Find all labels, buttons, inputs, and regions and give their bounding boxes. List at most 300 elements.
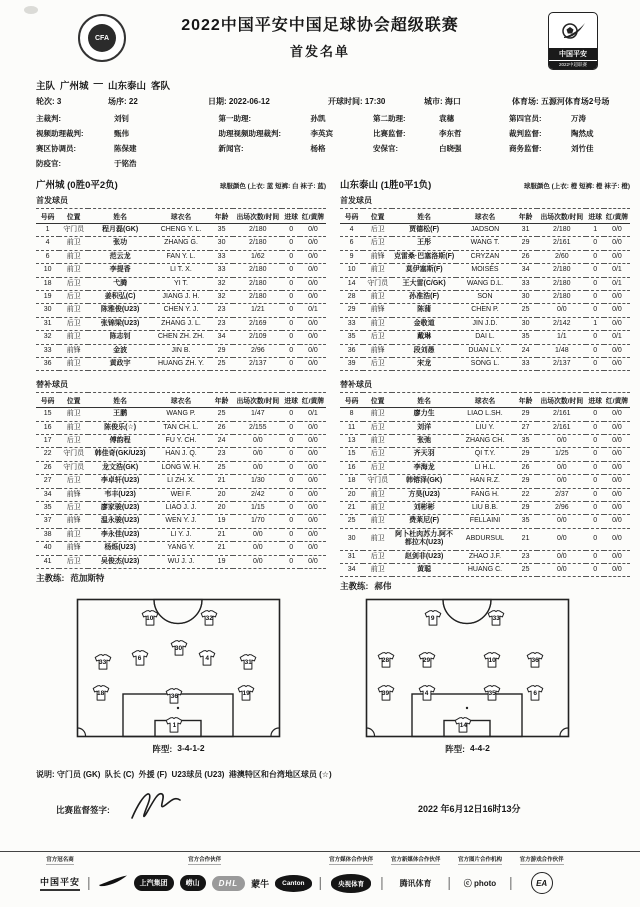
player-cell: 0 [586, 550, 603, 563]
player-cell: 王鹏 [88, 408, 152, 421]
coach-line-home [36, 572, 326, 584]
player-cell: 23 [210, 317, 233, 330]
sponsor-group [520, 855, 564, 901]
coach-name: 郝伟 [374, 581, 392, 592]
player-cell: 14 [340, 277, 363, 290]
player-cell: 30 [514, 317, 537, 330]
player-cell: 0 [586, 563, 603, 576]
player-cell: 0 [586, 502, 603, 515]
player-cell: HAN J. Q. [152, 448, 210, 461]
player-cell: ZHANG G. [152, 237, 210, 250]
player-cell: 李海龙 [392, 461, 456, 474]
player-cell: 0/0 [300, 344, 326, 357]
player-cell: QI T.Y. [456, 448, 514, 461]
sponsor-divider: | [318, 874, 323, 890]
official-role-label: 主裁判: [36, 114, 61, 123]
player-jersey [527, 685, 544, 701]
starters-label: 首发球员 [340, 196, 372, 205]
team-name-record: 山东泰山 (1胜0平1负) [340, 180, 432, 191]
team-section-away [340, 177, 630, 592]
official-entry [373, 143, 509, 154]
player-cell: 0 [282, 237, 299, 250]
player-cell: 34 [514, 264, 537, 277]
player-row [340, 421, 630, 434]
player-cell: 刘彬彬 [392, 502, 456, 515]
player-cell: 阿卜杜肉苏力.阿不都拉木(U23) [392, 528, 456, 550]
official-name: 于铭浩 [114, 159, 137, 168]
player-cell: 0 [586, 461, 603, 474]
player-cell: 19 [210, 555, 233, 568]
player-cell: 2/180 [233, 290, 282, 303]
player-cell: 19 [210, 515, 233, 528]
player-cell: 20 [340, 488, 363, 501]
player-cell: 莫伊塞斯(F) [392, 264, 456, 277]
formation-caption-home [152, 743, 204, 755]
player-cell: 0/0 [300, 421, 326, 434]
player-jersey [131, 650, 148, 666]
player-cell: 2/37 [537, 488, 586, 501]
official-entry [36, 128, 218, 139]
player-row [340, 317, 630, 330]
player-cell: WANG P. [152, 408, 210, 421]
col-header: 位置 [363, 209, 392, 224]
player-cell: 0 [282, 421, 299, 434]
player-cell: TAN CH. L. [152, 421, 210, 434]
jersey-number: 10 [146, 614, 154, 622]
player-cell: 0/0 [537, 563, 586, 576]
player-cell: 后卫 [59, 290, 88, 303]
player-cell: 2/180 [537, 224, 586, 237]
player-cell: 前锋 [59, 515, 88, 528]
player-row [340, 250, 630, 263]
jersey-number: 28 [381, 656, 390, 664]
player-cell: 23 [514, 550, 537, 563]
player-row [340, 448, 630, 461]
player-cell: 2/161 [537, 237, 586, 250]
player-cell: 后卫 [363, 331, 392, 344]
player-cell: CHEN ZH. ZH. [152, 331, 210, 344]
player-cell: 后卫 [363, 421, 392, 434]
player-cell: 29 [514, 475, 537, 488]
header-row [340, 393, 630, 408]
player-cell: 38 [36, 528, 59, 541]
table-head [36, 209, 326, 224]
player-cell: 0/0 [300, 237, 326, 250]
player-cell: 1/47 [233, 408, 282, 421]
official-role-label: 安保官: [373, 144, 399, 153]
player-cell: 0/0 [300, 461, 326, 474]
player-row [340, 304, 630, 317]
player-cell: 35 [36, 502, 59, 515]
pitch-home [76, 598, 281, 738]
player-cell: 0/0 [300, 277, 326, 290]
player-cell: 19 [36, 290, 59, 303]
player-cell: 0/0 [537, 528, 586, 550]
player-cell: 0/0 [300, 435, 326, 448]
player-cell: LI Y. J. [152, 528, 210, 541]
player-cell: 2/169 [233, 317, 282, 330]
col-header: 姓名 [88, 209, 152, 224]
player-cell: 0 [282, 475, 299, 488]
player-cell: WANG T. [456, 237, 514, 250]
player-cell: LONG W. H. [152, 461, 210, 474]
player-jersey [166, 717, 183, 733]
match-info-item: 场序: 22 [108, 97, 138, 106]
col-header: 球衣名 [152, 393, 210, 408]
player-cell: 0/0 [604, 344, 630, 357]
vs-separator: — [93, 78, 104, 89]
player-cell: 25 [210, 408, 233, 421]
player-cell: 0 [282, 357, 299, 370]
player-cell: 0 [282, 528, 299, 541]
player-cell: ZHANG CH. [456, 435, 514, 448]
subs-label: 替补球员 [340, 380, 372, 390]
player-cell: 1 [586, 317, 603, 330]
player-cell: 1/15 [233, 502, 282, 515]
player-cell: 守门员 [363, 277, 392, 290]
player-jersey [238, 685, 255, 701]
player-cell: 0/0 [604, 250, 630, 263]
player-cell: 0/0 [233, 448, 282, 461]
player-cell: 2/180 [233, 277, 282, 290]
player-cell: 孙准浩(F) [392, 290, 456, 303]
pingan-logo: 中国平安 [40, 875, 80, 891]
player-cell: 33 [36, 344, 59, 357]
jersey-number: 36 [531, 656, 539, 664]
player-cell: LIAO L.SH. [456, 408, 514, 421]
nike-swoosh-icon [98, 875, 128, 887]
col-header: 位置 [59, 393, 88, 408]
player-cell: LIU Y. [456, 421, 514, 434]
player-cell: DUAN L.Y. [456, 344, 514, 357]
signature-row [0, 786, 640, 830]
col-header: 红/黄牌 [604, 393, 630, 408]
tencent-sports-logo: 腾讯体育 [399, 878, 432, 888]
coach-line-away [340, 580, 630, 592]
nike-swoosh-icon [98, 874, 128, 892]
player-cell: 0/0 [604, 515, 630, 528]
player-cell: ZHANG J. L. [152, 317, 210, 330]
player-cell: 前卫 [363, 515, 392, 528]
col-header: 进球 [282, 393, 299, 408]
player-cell: 31 [514, 224, 537, 237]
player-cell: 龙文浩(GK) [88, 461, 152, 474]
player-cell: 11 [340, 421, 363, 434]
player-row [340, 488, 630, 501]
player-cell: 0 [586, 237, 603, 250]
player-cell: HUANG C. [456, 563, 514, 576]
player-cell: 30 [514, 290, 537, 303]
player-cell: LI T. X. [152, 264, 210, 277]
player-cell: 18 [340, 475, 363, 488]
player-cell: 15 [36, 408, 59, 421]
player-cell: 李提香 [88, 264, 152, 277]
player-cell: 后卫 [59, 502, 88, 515]
player-cell: 守门员 [59, 461, 88, 474]
jersey-number: 32 [205, 614, 213, 622]
player-cell: 前卫 [59, 237, 88, 250]
player-cell: 0/0 [233, 542, 282, 555]
player-cell: 后卫 [59, 435, 88, 448]
player-cell: 37 [36, 515, 59, 528]
player-row [340, 237, 630, 250]
sponsor-divider: | [508, 874, 513, 890]
match-info-item: 日期: 2022-06-12 [208, 97, 270, 106]
player-cell: 16 [340, 461, 363, 474]
player-cell: 0/0 [604, 461, 630, 474]
player-cell: CHEN P. [456, 304, 514, 317]
col-header: 姓名 [392, 209, 456, 224]
player-cell: 费莱尼(F) [392, 515, 456, 528]
player-jersey [484, 685, 501, 701]
player-cell: 0/0 [604, 290, 630, 303]
player-cell: 0/0 [300, 448, 326, 461]
jersey-number: 35 [488, 690, 496, 698]
player-cell: 0/0 [604, 475, 630, 488]
player-cell: 2/42 [233, 488, 282, 501]
csl-badge [548, 12, 598, 70]
table-head [36, 393, 326, 408]
official-role-label: 助理视频助理裁判: [218, 129, 281, 138]
col-header: 进球 [282, 209, 299, 224]
player-cell: CHEN Y. J. [152, 304, 210, 317]
player-cell: 廖力生 [392, 408, 456, 421]
player-cell: 4 [36, 237, 59, 250]
official-name: 陶然成 [570, 129, 594, 138]
player-jersey [455, 717, 472, 733]
player-cell: JIN B. [152, 344, 210, 357]
copyright-circle-icon: ⓒ [463, 878, 472, 888]
player-cell: 31 [340, 550, 363, 563]
col-header: 红/黄牌 [300, 209, 326, 224]
formation-label: 阵型: [445, 744, 465, 755]
player-cell: 段刘愚 [392, 344, 456, 357]
player-cell: 0 [586, 515, 603, 528]
player-cell: 32 [36, 331, 59, 344]
player-row [36, 344, 326, 357]
player-cell: 前卫 [363, 488, 392, 501]
player-cell: 陈俊乐(☆) [88, 421, 152, 434]
player-cell: 后卫 [59, 555, 88, 568]
player-jersey [199, 650, 216, 666]
player-cell: 1 [586, 224, 603, 237]
player-cell: 0 [282, 250, 299, 263]
player-cell: 0/0 [604, 237, 630, 250]
player-cell: 2/155 [233, 421, 282, 434]
formation-caption-away [445, 743, 490, 755]
sponsor-badge-logo: 上汽集团 [134, 875, 174, 891]
player-cell: 前卫 [59, 357, 88, 370]
player-cell: 16 [36, 421, 59, 434]
official-name: 李英宾 [310, 129, 333, 138]
match-info-item: 开球时间: 17:30 [328, 97, 386, 106]
player-cell: 1/30 [233, 475, 282, 488]
player-cell: 前锋 [363, 304, 392, 317]
header [0, 0, 640, 74]
player-cell: 2/180 [537, 277, 586, 290]
player-cell: YANG Y. [152, 542, 210, 555]
player-cell: FANG H. [456, 488, 514, 501]
csl-badge-season: 2022中超联赛 [549, 60, 597, 69]
team-kit-colors: 球服颜色 (上衣: 橙 短裤: 橙 袜子: 橙) [523, 183, 630, 190]
player-row [340, 475, 630, 488]
sponsor-logos-row [98, 865, 312, 901]
player-jersey [240, 654, 257, 670]
player-cell: 6 [340, 237, 363, 250]
official-name: 刘钊 [114, 114, 129, 123]
player-cell: DAI L. [456, 331, 514, 344]
player-row [340, 277, 630, 290]
player-cell: 2/142 [537, 317, 586, 330]
player-cell: 张功 [88, 237, 152, 250]
player-cell: 赵剑非(U23) [392, 550, 456, 563]
player-cell: 25 [514, 304, 537, 317]
player-cell: 0 [586, 475, 603, 488]
player-cell: 0 [282, 408, 299, 421]
team-header-home [36, 177, 326, 191]
player-row [340, 515, 630, 528]
table-body [340, 224, 630, 371]
player-cell: 前卫 [363, 528, 392, 550]
player-cell: 后卫 [363, 357, 392, 370]
player-row [36, 304, 326, 317]
player-cell: 36 [340, 344, 363, 357]
jersey-number: 6 [137, 655, 142, 663]
col-header: 位置 [59, 209, 88, 224]
header-row [36, 209, 326, 224]
player-cell: 0 [586, 528, 603, 550]
player-cell: 后卫 [363, 550, 392, 563]
player-row [340, 435, 630, 448]
player-cell: 0/0 [300, 502, 326, 515]
formation-away [360, 598, 575, 755]
player-cell: 20 [210, 502, 233, 515]
player-cell: 0/0 [604, 528, 630, 550]
player-cell: 韩佳奇(GK/U23) [88, 448, 152, 461]
player-cell: LIU B.B. [456, 502, 514, 515]
player-cell: 前锋 [363, 344, 392, 357]
sponsor-group-title: 官方新媒体合作伙伴 [390, 857, 441, 863]
officials-column [218, 113, 373, 169]
player-cell: 25 [514, 563, 537, 576]
player-cell: 4 [340, 224, 363, 237]
player-row [36, 475, 326, 488]
sponsor-oval-logo: 央视体育 [331, 874, 371, 893]
player-cell: 21 [210, 528, 233, 541]
jersey-number: 6 [533, 690, 537, 698]
jersey-number: 30 [174, 645, 183, 653]
header-row [36, 393, 326, 408]
player-cell: 0 [586, 421, 603, 434]
player-row [340, 290, 630, 303]
player-cell: 金波 [88, 344, 152, 357]
official-name: 刘竹佳 [570, 144, 594, 153]
player-jersey [170, 640, 187, 656]
player-cell: 0/0 [604, 357, 630, 370]
csl-badge-brand: 中国平安 [549, 48, 597, 60]
player-row [36, 555, 326, 568]
player-cell: 0 [282, 488, 299, 501]
player-cell: 40 [36, 542, 59, 555]
player-cell: 29 [340, 304, 363, 317]
col-header: 出场次数/时间 [537, 209, 586, 224]
player-row [36, 448, 326, 461]
player-cell: 张弛 [392, 435, 456, 448]
player-cell: 0/0 [300, 331, 326, 344]
subs-table-home [36, 392, 326, 569]
jersey-number: 39 [381, 690, 390, 698]
official-role-label: 视频助理裁判: [36, 129, 84, 138]
player-cell: 0/1 [604, 264, 630, 277]
starters-table-away [340, 208, 630, 371]
player-jersey [92, 685, 109, 701]
player-cell: 2/180 [233, 237, 282, 250]
coach-name: 范加斯特 [70, 572, 105, 583]
col-header: 号码 [36, 393, 59, 408]
cfa-logo-ring [78, 14, 126, 62]
player-cell: 39 [340, 357, 363, 370]
player-cell: 前卫 [363, 502, 392, 515]
player-cell: 0/0 [300, 357, 326, 370]
player-cell: 刘洋 [392, 421, 456, 434]
sponsor-divider: | [380, 874, 384, 890]
official-name: 杨格 [310, 144, 326, 153]
player-row [340, 550, 630, 563]
col-header: 年龄 [514, 393, 537, 408]
subs-table-away [340, 392, 630, 577]
player-cell: 1/62 [233, 250, 282, 263]
player-cell: 29 [514, 408, 537, 421]
table-body [340, 408, 630, 577]
player-row [36, 331, 326, 344]
player-cell: JIANG J. H. [152, 290, 210, 303]
player-cell: 方昊(U23) [392, 488, 456, 501]
sponsor-group-title: 官方媒体合作伙伴 [329, 857, 374, 863]
player-cell: 0 [586, 435, 603, 448]
player-cell: 0/0 [300, 224, 326, 237]
player-cell: 范云龙 [88, 250, 152, 263]
match-teams-line [0, 74, 640, 92]
player-cell: 弋腾 [88, 277, 152, 290]
ic-photo-logo: ⓒ photo [463, 878, 497, 888]
player-cell: 0/0 [233, 528, 282, 541]
away-team-name: 山东泰山 [108, 81, 147, 92]
player-cell: 前卫 [59, 250, 88, 263]
player-cell: JADSON [456, 224, 514, 237]
player-cell: 0/0 [233, 555, 282, 568]
player-cell: 0/0 [537, 550, 586, 563]
player-cell: LI ZH. X. [152, 475, 210, 488]
player-cell: 黄政宇 [88, 357, 152, 370]
player-cell: 0 [282, 515, 299, 528]
col-header: 出场次数/时间 [233, 209, 282, 224]
player-cell: 前卫 [59, 408, 88, 421]
col-header: 球衣名 [152, 209, 210, 224]
player-cell: 0/0 [300, 515, 326, 528]
player-cell: 0/0 [604, 435, 630, 448]
player-cell: 10 [36, 264, 59, 277]
player-cell: 34 [340, 563, 363, 576]
header-row [340, 209, 630, 224]
official-role-label: 第二助理: [373, 114, 406, 123]
player-cell: 0/0 [537, 515, 586, 528]
official-entry [218, 128, 373, 139]
player-cell: 吴俊杰(U23) [88, 555, 152, 568]
player-cell: 陈雅俊(U23) [88, 304, 152, 317]
player-cell: 0 [586, 250, 603, 263]
player-cell: 0 [282, 542, 299, 555]
sponsor-badge-logo: 崂山 [180, 875, 206, 891]
